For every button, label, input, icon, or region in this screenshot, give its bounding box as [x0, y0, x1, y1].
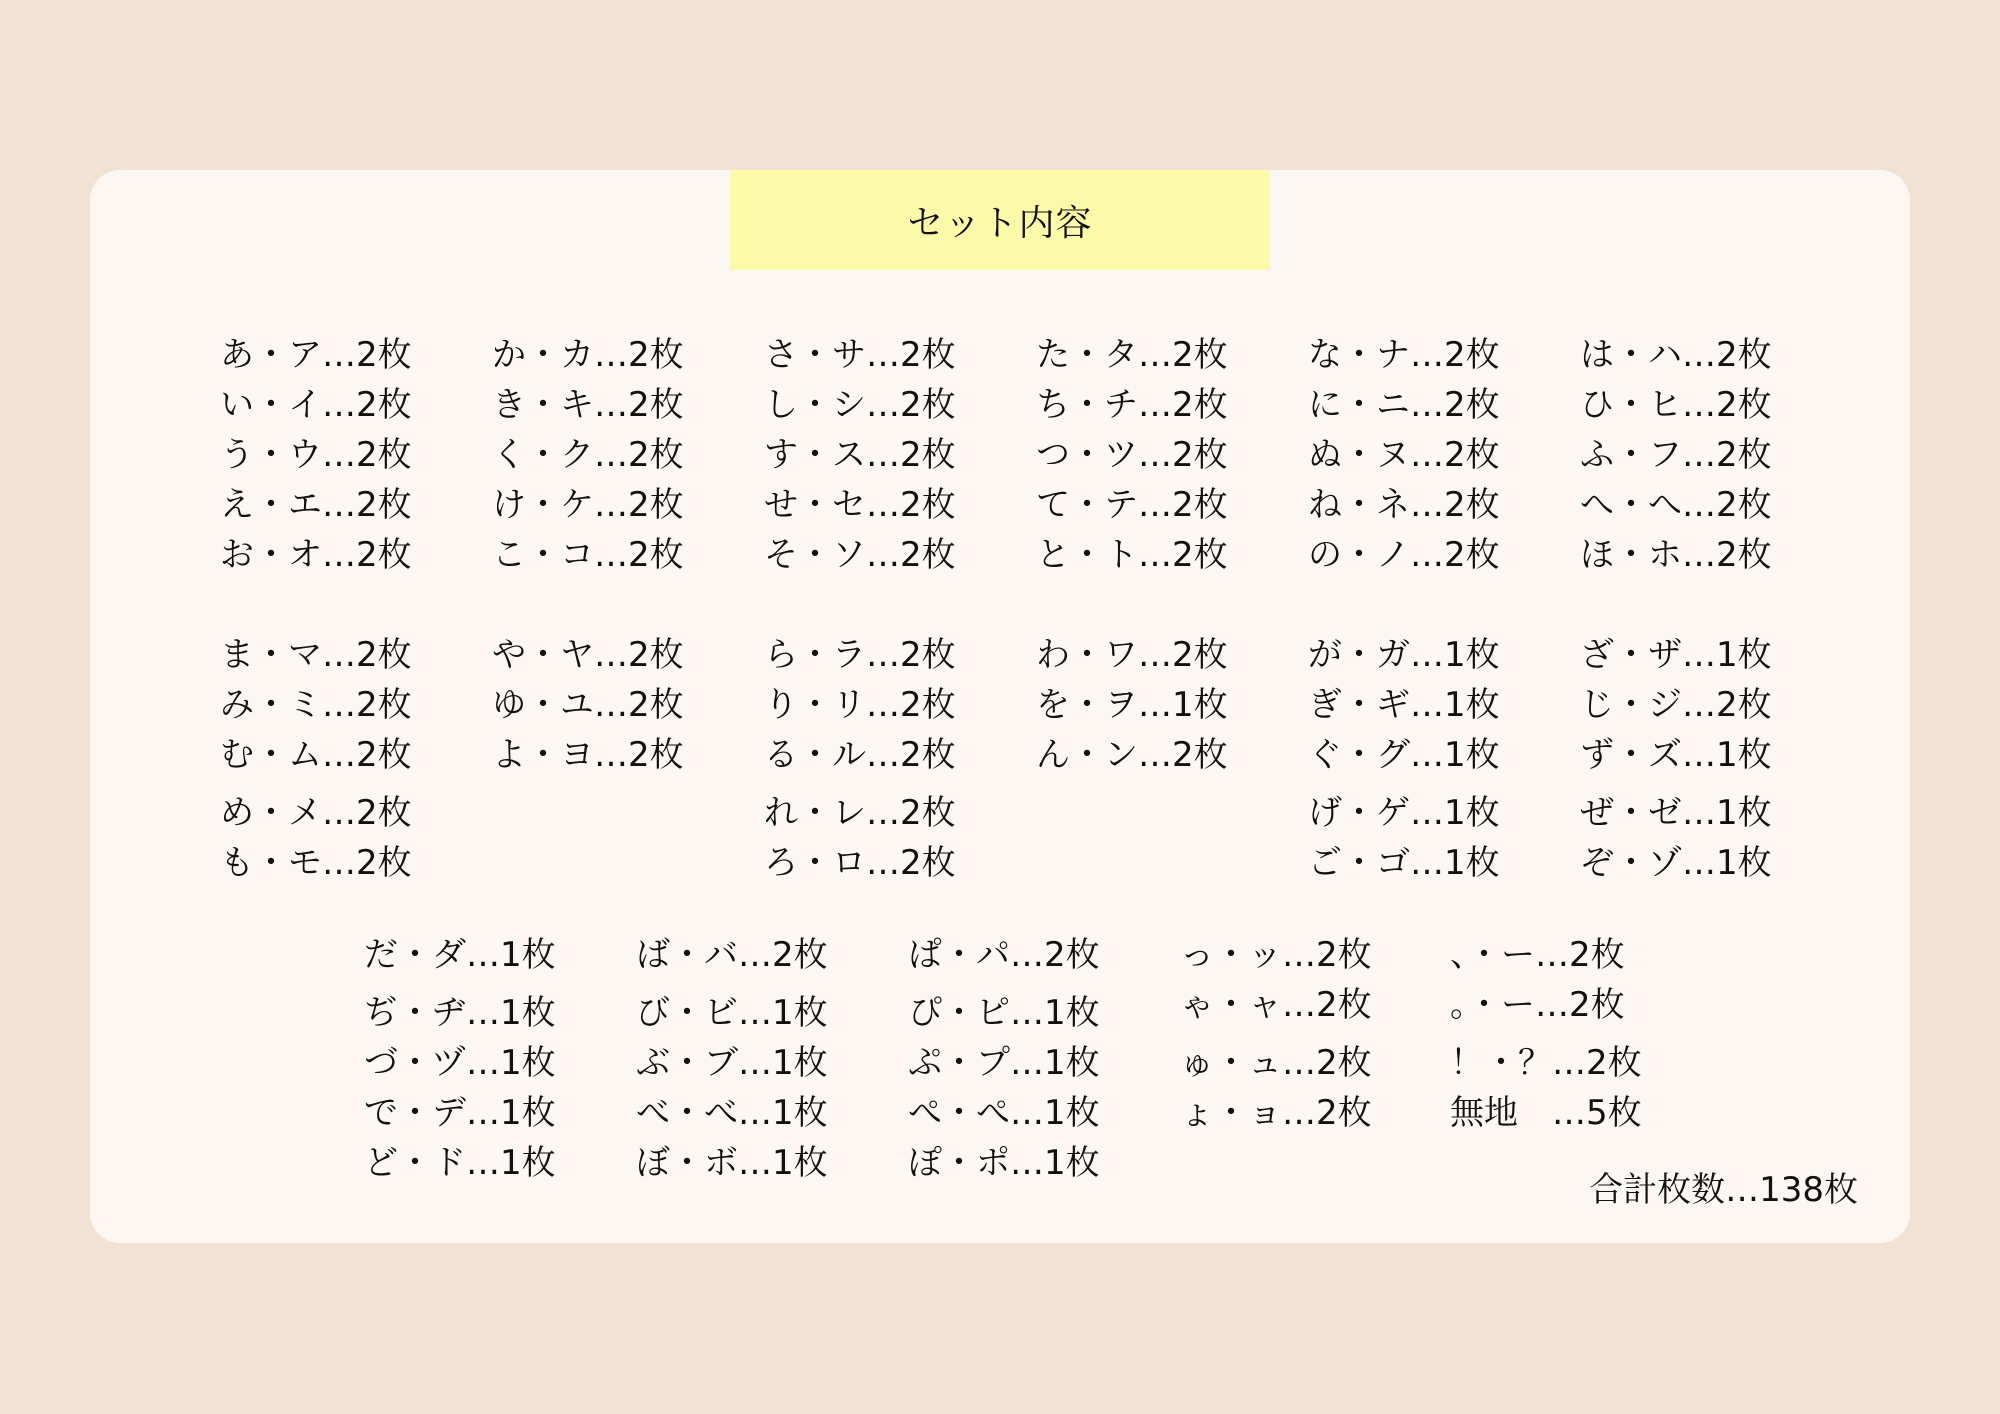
- kana-item: へ・へ…2枚: [1580, 485, 1772, 525]
- kana-item: た・タ…2枚: [1036, 335, 1228, 375]
- kana-item: ま・マ…2枚: [220, 635, 412, 675]
- kana-column-da: [364, 930, 556, 1188]
- kana-column-ma: [220, 630, 412, 888]
- kana-column-na: [1308, 330, 1500, 580]
- kana-item: ぬ・ヌ…2枚: [1308, 435, 1500, 475]
- kana-item: も・モ…2枚: [220, 843, 412, 883]
- kana-item: れ・レ…2枚: [764, 793, 956, 833]
- kana-item: ぢ・ヂ…1枚: [364, 993, 556, 1033]
- kana-column-ka: [492, 330, 684, 580]
- kana-column-sa: [764, 330, 956, 580]
- kana-item: ざ・ザ…1枚: [1580, 635, 1772, 675]
- kana-column-small: [1180, 930, 1372, 1138]
- kana-item: ぜ・ゼ…1枚: [1580, 793, 1772, 833]
- kana-item: ゃ・ャ…2枚: [1180, 985, 1372, 1025]
- kana-item: ぐ・グ…1枚: [1308, 735, 1500, 775]
- kana-item: わ・ワ…2枚: [1036, 635, 1228, 675]
- kana-column-wa: [1036, 630, 1228, 780]
- kana-item: こ・コ…2枚: [492, 535, 684, 575]
- kana-item: ぴ・ピ…1枚: [908, 993, 1100, 1033]
- kana-item: そ・ソ…2枚: [764, 535, 956, 575]
- kana-item: ょ・ョ…2枚: [1180, 1093, 1372, 1133]
- kana-item: づ・ヅ…1枚: [364, 1043, 556, 1083]
- kana-column-ga: [1308, 630, 1500, 888]
- kana-item: ら・ラ…2枚: [764, 635, 956, 675]
- kana-item: す・ス…2枚: [764, 435, 956, 475]
- kana-item: い・イ…2枚: [220, 385, 412, 425]
- kana-item: む・ム…2枚: [220, 735, 412, 775]
- kana-column-za: [1580, 630, 1772, 888]
- kana-item: べ・べ…1枚: [636, 1093, 828, 1133]
- kana-column-pa: [908, 930, 1100, 1188]
- kana-item: る・ル…2枚: [764, 735, 956, 775]
- kana-item: な・ナ…2枚: [1308, 335, 1500, 375]
- kana-item: さ・サ…2枚: [764, 335, 956, 375]
- kana-item: 、・ー…2枚: [1450, 935, 1625, 975]
- set-contents-title: セット内容: [730, 170, 1270, 270]
- kana-item: や・ヤ…2枚: [492, 635, 684, 675]
- kana-item: ぶ・ブ…1枚: [636, 1043, 828, 1083]
- kana-item: だ・ダ…1枚: [364, 935, 556, 975]
- kana-item: え・エ…2枚: [220, 485, 412, 525]
- kana-item: か・カ…2枚: [492, 335, 684, 375]
- kana-item: ろ・ロ…2枚: [764, 843, 956, 883]
- kana-item: う・ウ…2枚: [220, 435, 412, 475]
- kana-item: ぱ・パ…2枚: [908, 935, 1100, 975]
- kana-column-ba: [636, 930, 828, 1188]
- kana-item: ご・ゴ…1枚: [1308, 843, 1500, 883]
- kana-item: ほ・ホ…2枚: [1580, 535, 1772, 575]
- kana-column-ha: [1580, 330, 1772, 580]
- kana-column-a: [220, 330, 412, 580]
- kana-item: と・ト…2枚: [1036, 535, 1228, 575]
- kana-item: 。・ー…2枚: [1450, 985, 1625, 1025]
- kana-item: き・キ…2枚: [492, 385, 684, 425]
- kana-item: ゅ・ュ…2枚: [1180, 1043, 1372, 1083]
- kana-item: っ・ッ…2枚: [1180, 935, 1372, 975]
- kana-item: み・ミ…2枚: [220, 685, 412, 725]
- kana-item: ん・ン…2枚: [1036, 735, 1228, 775]
- kana-item: が・ガ…1枚: [1308, 635, 1500, 675]
- kana-item: ず・ズ…1枚: [1580, 735, 1772, 775]
- kana-item: で・デ…1枚: [364, 1093, 556, 1133]
- kana-item: て・テ…2枚: [1036, 485, 1228, 525]
- kana-item: け・ケ…2枚: [492, 485, 684, 525]
- kana-item: つ・ツ…2枚: [1036, 435, 1228, 475]
- kana-item: ひ・ヒ…2枚: [1580, 385, 1772, 425]
- kana-item: ！・？…2枚: [1450, 1043, 1642, 1083]
- kana-item: ぷ・プ…1枚: [908, 1043, 1100, 1083]
- kana-item: じ・ジ…2枚: [1580, 685, 1772, 725]
- kana-item: ふ・フ…2枚: [1580, 435, 1772, 475]
- kana-item: ね・ネ…2枚: [1308, 485, 1500, 525]
- kana-item: 無地 …5枚: [1450, 1093, 1642, 1133]
- kana-item: ぼ・ボ…1枚: [636, 1143, 828, 1183]
- kana-item: せ・セ…2枚: [764, 485, 956, 525]
- kana-item: め・メ…2枚: [220, 793, 412, 833]
- kana-column-ta: [1036, 330, 1228, 580]
- kana-item: ば・バ…2枚: [636, 935, 828, 975]
- kana-column-ya: [492, 630, 684, 780]
- kana-item: ど・ド…1枚: [364, 1143, 556, 1183]
- kana-item: に・ニ…2枚: [1308, 385, 1500, 425]
- kana-item: よ・ヨ…2枚: [492, 735, 684, 775]
- kana-column-punctuation: [1450, 930, 1642, 1138]
- kana-item: を・ヲ…1枚: [1036, 685, 1228, 725]
- kana-item: ぞ・ゾ…1枚: [1580, 843, 1772, 883]
- kana-item: し・シ…2枚: [764, 385, 956, 425]
- kana-item: び・ビ…1枚: [636, 993, 828, 1033]
- kana-item: ぎ・ギ…1枚: [1308, 685, 1500, 725]
- kana-item: げ・ゲ…1枚: [1308, 793, 1500, 833]
- kana-item: く・ク…2枚: [492, 435, 684, 475]
- kana-item: は・ハ…2枚: [1580, 335, 1772, 375]
- kana-item: ぺ・ぺ…1枚: [908, 1093, 1100, 1133]
- kana-item: お・オ…2枚: [220, 535, 412, 575]
- kana-item: あ・ア…2枚: [220, 335, 412, 375]
- kana-item: ち・チ…2枚: [1036, 385, 1228, 425]
- kana-item: り・リ…2枚: [764, 685, 956, 725]
- kana-item: ぽ・ポ…1枚: [908, 1143, 1100, 1183]
- total-count: 合計枚数…138枚: [1589, 1170, 1858, 1210]
- kana-item: の・ノ…2枚: [1308, 535, 1500, 575]
- kana-item: ゆ・ユ…2枚: [492, 685, 684, 725]
- kana-column-ra: [764, 630, 956, 888]
